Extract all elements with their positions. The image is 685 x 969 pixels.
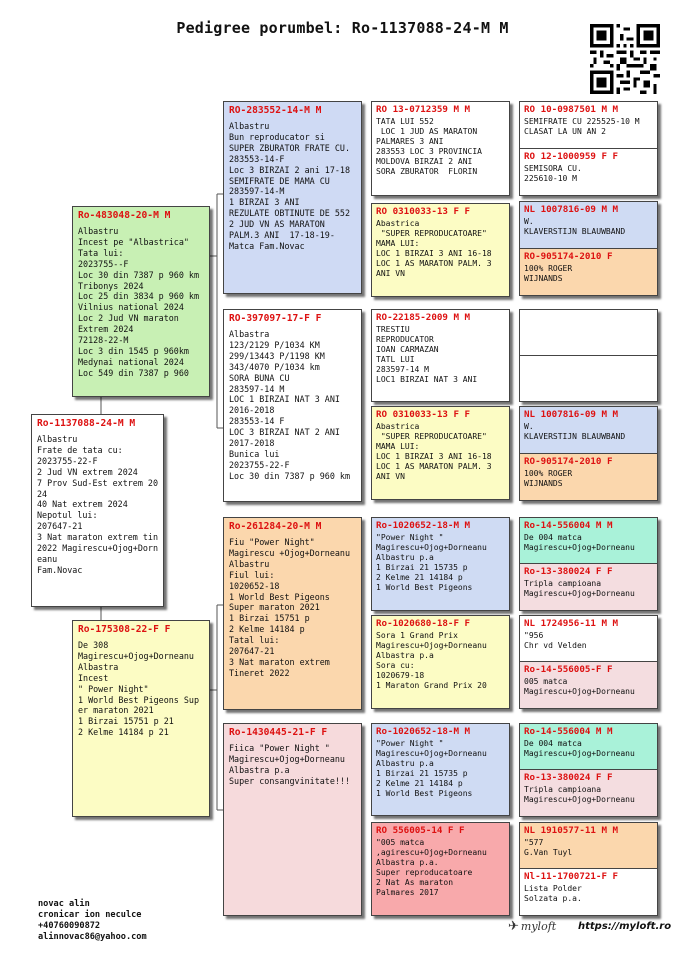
pigeon-notes: De 004 matca Magirescu+Ojog+Dorneanu — [524, 533, 635, 553]
great-great-grandparent-card[interactable] — [520, 407, 657, 454]
owner-phone[interactable]: +40760090872 — [38, 921, 101, 931]
great-great-grandparent-card[interactable] — [520, 662, 657, 708]
great-great-grandparent-card[interactable] — [520, 310, 657, 356]
great-grandparent-card[interactable] — [371, 517, 510, 611]
pigeon-ring-id: NL 1724956-11 M M — [524, 618, 619, 629]
pigeon-ring-id: Ro-14-556004 M M — [524, 520, 613, 531]
great-grandparent-card[interactable] — [371, 822, 510, 916]
great-great-grandparent-pair — [519, 309, 658, 402]
pigeon-notes: Abastrica "SUPER REPRODUCATOARE" MAMA LUI: LOC 1 BIRZAI 3 ANI 16-18 LOC 1 AS MARATON PALM. 3 ANI VN — [376, 219, 492, 278]
pigeon-notes: Albastru Frate de tata cu: 2023755-22-F 2 Jud VN extrem 2024 7 Prov Sud-Est extrem 20 24 40 Nat extrem 2024 Nepotul lui: 207647-21 3 Nat maraton extrem tin 2022 Magirescu+Ojog+Dorn eanu Fam.Novac — [37, 434, 159, 575]
pigeon-notes: TRESTIU REPRODUCATOR IOAN CARMAZAN TATL LUI 283597-14 M LOC1 BIRZAI NAT 3 ANI — [376, 325, 478, 384]
great-great-grandparent-pair — [519, 615, 658, 709]
great-great-grandparent-card[interactable] — [520, 869, 657, 915]
dam-card[interactable] — [72, 620, 210, 817]
great-grandparent-card[interactable] — [371, 101, 510, 196]
pigeon-ring-id: Ro-1020652-18-M M — [376, 726, 471, 737]
grandparent-card[interactable] — [223, 723, 362, 916]
pigeon-notes: Lista Polder Solzata p.a. — [524, 884, 582, 904]
pigeon-notes: De 308 Magirescu+Ojog+Dorneanu Albastra Incest " Power Night" 1 World Best Pigeons Sup er maraton 2021 1 Birzai 15751 p 21 2 Kelme 14184 p 21 — [78, 640, 200, 738]
page-title: Pedigree porumbel: Ro-1137088-24-M M — [176, 19, 509, 37]
pigeon-notes: Sora 1 Grand Prix Magirescu+Ojog+Dorneanu Albastra p.a Sora cu: 1020679-18 1 Maraton Grand Prix 20 — [376, 631, 487, 690]
pigeon-ring-id: RO-397097-17-F F — [229, 313, 322, 324]
pigeon-notes: 100% ROGER WIJNANDS — [524, 263, 573, 283]
pigeon-ring-id: RO 0310033-13 F F — [376, 409, 471, 420]
great-great-grandparent-card[interactable] — [520, 616, 657, 662]
great-great-grandparent-pair — [519, 517, 658, 611]
great-great-grandparent-pair — [519, 201, 658, 296]
pigeon-notes: Tripla campioana Magirescu+Ojog+Dorneanu — [524, 785, 635, 805]
grandparent-card[interactable] — [223, 101, 362, 294]
great-great-grandparent-card[interactable] — [520, 518, 657, 564]
bird-logo-icon: ✈ — [508, 919, 519, 934]
pigeon-notes: 100% ROGER WIJNANDS — [524, 468, 573, 488]
great-great-grandparent-card[interactable] — [520, 102, 657, 149]
owner-contact — [38, 899, 147, 943]
great-great-grandparent-card[interactable] — [520, 149, 657, 196]
great-grandparent-card[interactable] — [371, 309, 510, 402]
owner-location: cronicar ion neculce — [38, 910, 142, 920]
pigeon-ring-id: NL 1007816-09 M M — [524, 204, 619, 215]
pigeon-ring-id: Ro-14-556004 M M — [524, 726, 613, 737]
pigeon-notes: De 004 matca Magirescu+Ojog+Dorneanu — [524, 739, 635, 759]
pigeon-notes: "Power Night " Magirescu+Ojog+Dorneanu Albastru p.a 1 Birzai 21 15735 p 2 Kelme 21 14184 p 1 World Best Pigeons — [376, 739, 487, 798]
great-great-grandparent-pair — [519, 822, 658, 916]
pigeon-ring-id: Ro-13-380024 F F — [524, 772, 613, 783]
great-grandparent-card[interactable] — [371, 615, 510, 709]
great-great-grandparent-card[interactable] — [520, 564, 657, 610]
pigeon-ring-id: Ro-1020652-18-M M — [376, 520, 471, 531]
great-great-grandparent-card[interactable] — [520, 770, 657, 816]
website-link[interactable]: https://myloft.ro — [578, 921, 672, 932]
pigeon-ring-id: Ro-1430445-21-F F — [229, 727, 328, 738]
pigeon-ring-id: Ro-1020680-18-F F — [376, 618, 471, 629]
pigeon-notes: W. KLAVERSTIJN BLAUWBAND — [524, 217, 626, 237]
pigeon-notes: Tripla campioana Magirescu+Ojog+Dorneanu — [524, 579, 635, 599]
great-grandparent-card[interactable] — [371, 406, 510, 500]
great-great-grandparent-pair — [519, 101, 658, 196]
pigeon-notes: Albastru Incest pe "Albastrica" Tata lui: 2023755--F Loc 30 din 7387 p 960 km Tribonys 2024 Loc 25 din 3834 p 960 km Vilnius national 2024 Loc 2 Jud VN maraton Extrem 2024 72128-22-M Loc 3 din 1545 p 960km Medynai national 2024 Loc 549 din 7387 p 960 — [78, 226, 200, 378]
pigeon-notes: "956 Chr vd Velden — [524, 631, 587, 651]
pigeon-ring-id: RO-905174-2010 F — [524, 455, 613, 467]
pigeon-ring-id: NL 1910577-11 M M — [524, 825, 619, 836]
pigeon-notes: 005 matca Magirescu+Ojog+Dorneanu — [524, 677, 635, 697]
pigeon-notes: Abastrica "SUPER REPRODUCATOARE" MAMA LUI: LOC 1 BIRZAI 3 ANI 16-18 LOC 1 AS MARATON PALM. 3 ANI VN — [376, 422, 492, 481]
pigeon-notes: SEMIFRATE CU 225525-10 M CLASAT LA UN AN 2 — [524, 117, 640, 137]
pigeon-ring-id: Ro-483048-20-M M — [78, 210, 171, 221]
pigeon-notes: "577 G.Van Tuyl — [524, 838, 573, 858]
great-great-grandparent-card[interactable] — [520, 823, 657, 869]
pigeon-ring-id: RO 556005-14 F F — [376, 825, 465, 836]
great-great-grandparent-card[interactable] — [520, 249, 657, 296]
pigeon-ring-id: RO-905174-2010 F — [524, 250, 613, 262]
pigeon-ring-id: Ro-14-556005-F F — [524, 664, 613, 675]
pigeon-ring-id: RO 10-0987501 M M — [524, 104, 619, 115]
pigeon-notes: "Power Night " Magirescu+Ojog+Dorneanu Albastru p.a 1 Birzai 21 15735 p 2 Kelme 21 14184 p 1 World Best Pigeons — [376, 533, 487, 592]
great-grandparent-card[interactable] — [371, 723, 510, 816]
great-great-grandparent-card[interactable] — [520, 724, 657, 770]
great-great-grandparent-pair — [519, 723, 658, 817]
pigeon-notes: Fiica "Power Night " Magirescu+Ojog+Dorneanu Albastra p.a Super consangvinitate!!! — [229, 743, 351, 786]
logo-text: myloft — [520, 920, 557, 933]
pigeon-notes: SEMISORA CU. 225610-10 M — [524, 163, 582, 183]
grandparent-card[interactable] — [223, 309, 362, 502]
pigeon-ring-id: Ro-175308-22-F F — [78, 624, 171, 635]
pigeon-ring-id: Ro-13-380024 F F — [524, 566, 613, 577]
great-great-grandparent-card[interactable] — [520, 356, 657, 402]
pigeon-notes: TATA LUI 552 LOC 1 JUD AS MARATON PALMARES 3 ANI 283553 LOC 3 PROVINCIA MOLDOVA BIRZAI 2 ANI SORA ZBURATOR FLORIN — [376, 117, 482, 176]
pigeon-notes: Albastru Bun reproducator si SUPER ZBURATOR FRATE CU. 283553-14-F Loc 3 BIRZAI 2 ani 17-18 SEMIFRATE DE MAMA CU 283597-14-M 1 BIRZAI 3 ANI REZULATE OBTINUTE DE 552 2 JUD VN AS MARATON PALM.3 ANI 17-18-19- Matca Fam.Novac — [229, 121, 351, 251]
pigeon-notes: "005 matca ,agirescu+Ojog+Dorneanu Albastra p.a. Super reproducatoare 2 Nat As maraton Palmares 2017 — [376, 838, 487, 897]
pigeon-ring-id: RO 12-1000959 F F — [524, 150, 619, 162]
subject-pigeon-card[interactable] — [31, 414, 164, 607]
pigeon-notes: W. KLAVERSTIJN BLAUWBAND — [524, 422, 626, 442]
pigeon-ring-id: RO 13-0712359 M M — [376, 104, 471, 115]
pigeon-ring-id: RO 0310033-13 F F — [376, 206, 471, 217]
pigeon-ring-id: Ro-261284-20-M M — [229, 521, 322, 532]
pigeon-ring-id: Nl-11-1700721-F F — [524, 871, 619, 882]
sire-card[interactable] — [72, 206, 210, 397]
pigeon-ring-id: NL 1007816-09 M M — [524, 409, 619, 420]
qr-code-icon — [590, 24, 660, 94]
pigeon-ring-id: RO-283552-14-M M — [229, 105, 322, 116]
grandparent-card[interactable] — [223, 517, 362, 710]
great-great-grandparent-pair — [519, 406, 658, 501]
myloft-logo — [508, 919, 556, 934]
owner-email[interactable]: alinnovac86@yahoo.com — [38, 932, 147, 942]
great-grandparent-card[interactable] — [371, 203, 510, 297]
pigeon-ring-id: RO-22185-2009 M M — [376, 312, 471, 323]
owner-name: novac alin — [38, 899, 90, 909]
pigeon-notes: Albastra 123/2129 P/1034 KM 299/13443 P/1198 KM 343/4070 P/1034 km SORA BUNA CU 283597-14 M LOC 1 BIRZAI NAT 3 ANI 2016-2018 283553-14 F LOC 3 BIRZAI NAT 2 ANI 2017-2018 Bunica lui 2023755-22-F Loc 30 din 7387 p 960 km — [229, 329, 351, 481]
pigeon-notes: Fiu "Power Night" Magirescu +Ojog+Dorneanu Albastru Fiul lui: 1020652-18 1 World Best Pigeons Super maraton 2021 1 Birzai 15751 p 2 Kelme 14184 p Tatal lui: 207647-21 3 Nat maraton extrem Tineret 2022 — [229, 537, 351, 678]
pigeon-ring-id: Ro-1137088-24-M M — [37, 418, 136, 429]
great-great-grandparent-card[interactable] — [520, 202, 657, 249]
great-great-grandparent-card[interactable] — [520, 454, 657, 501]
